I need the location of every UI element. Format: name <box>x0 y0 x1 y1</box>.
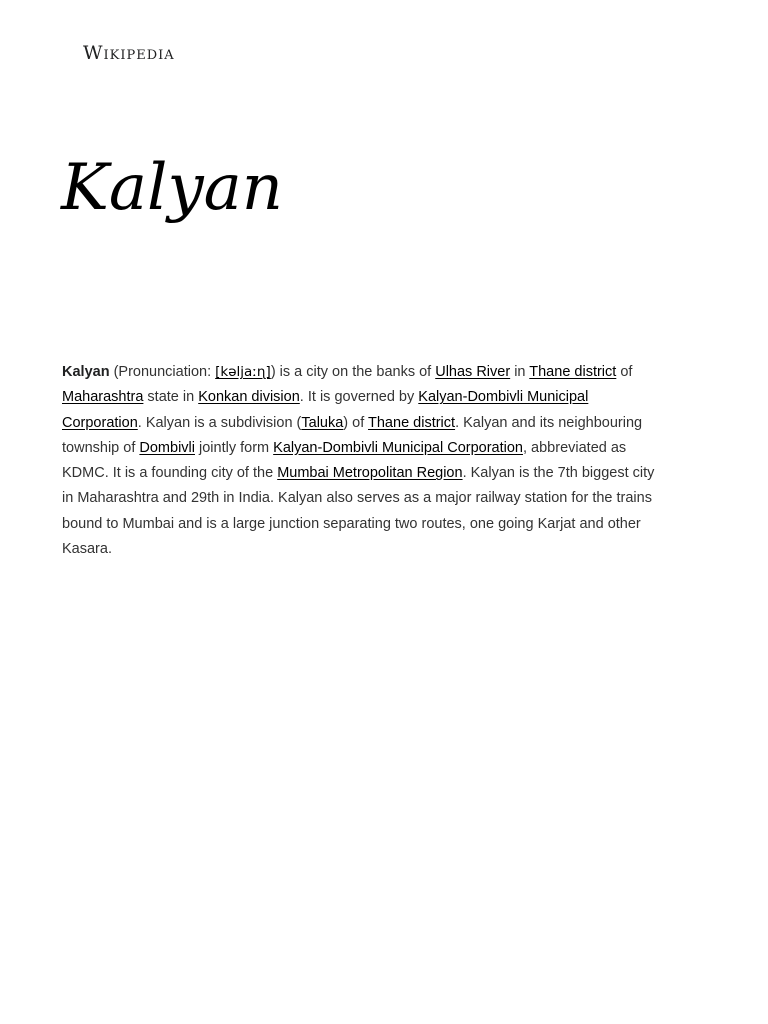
link-kalyan-dombivli-municipal-corporation[interactable]: Kalyan-Dombivli Municipal Corporation <box>273 439 523 456</box>
link-taluka[interactable]: Taluka <box>301 414 344 431</box>
link-konkan-division[interactable]: Konkan division <box>198 389 300 406</box>
lead-text: ) is a city on the banks of <box>270 364 436 380</box>
pronunciation-ipa-link[interactable]: [kəljaːɳ] <box>215 364 271 380</box>
link-mumbai-metropolitan-region[interactable]: Mumbai Metropolitan Region <box>277 465 463 482</box>
link-dombivli[interactable]: Dombivli <box>139 439 195 456</box>
lead-text: , abbreviated as KDMC. It is a founding city of the <box>62 439 627 482</box>
lead-text: of <box>616 364 633 380</box>
page-title: Kalyan <box>61 151 283 225</box>
lead-paragraph <box>62 360 662 562</box>
site-header <box>83 42 175 72</box>
link-kalyan-dombivli-municipal-corporation[interactable]: Kalyan-Dombivli Municipal Corporation <box>62 389 589 431</box>
lead-text: . Kalyan is the 7th biggest city in Maharashtra and 29th in India. Kalyan also serves as a major railway station for the trains bound to Mumbai and is a large junction separating two routes, one going Karjat and other Kasara. <box>62 465 655 558</box>
article-content <box>62 360 662 562</box>
lead-text: (Pronunciation: <box>109 364 216 380</box>
link-thane-district[interactable]: Thane district <box>529 364 617 380</box>
lead-text: . Kalyan is a subdivision ( <box>137 414 302 431</box>
link-ulhas-river[interactable]: Ulhas River <box>435 364 511 380</box>
lead-text: state in <box>143 389 199 406</box>
lead-text: jointly form <box>194 439 274 456</box>
lead-text: in <box>510 364 530 380</box>
link-thane-district[interactable]: Thane district <box>368 414 456 431</box>
link-maharashtra[interactable]: Maharashtra <box>62 389 144 406</box>
lead-text: ) of <box>343 414 369 431</box>
lead-text: . It is governed by <box>299 389 419 406</box>
wikipedia-wordmark-logo[interactable]: Wikipedia <box>83 42 175 64</box>
article-subject: Kalyan <box>62 364 110 380</box>
lead-text: . Kalyan and its neighbouring township of <box>62 414 643 456</box>
